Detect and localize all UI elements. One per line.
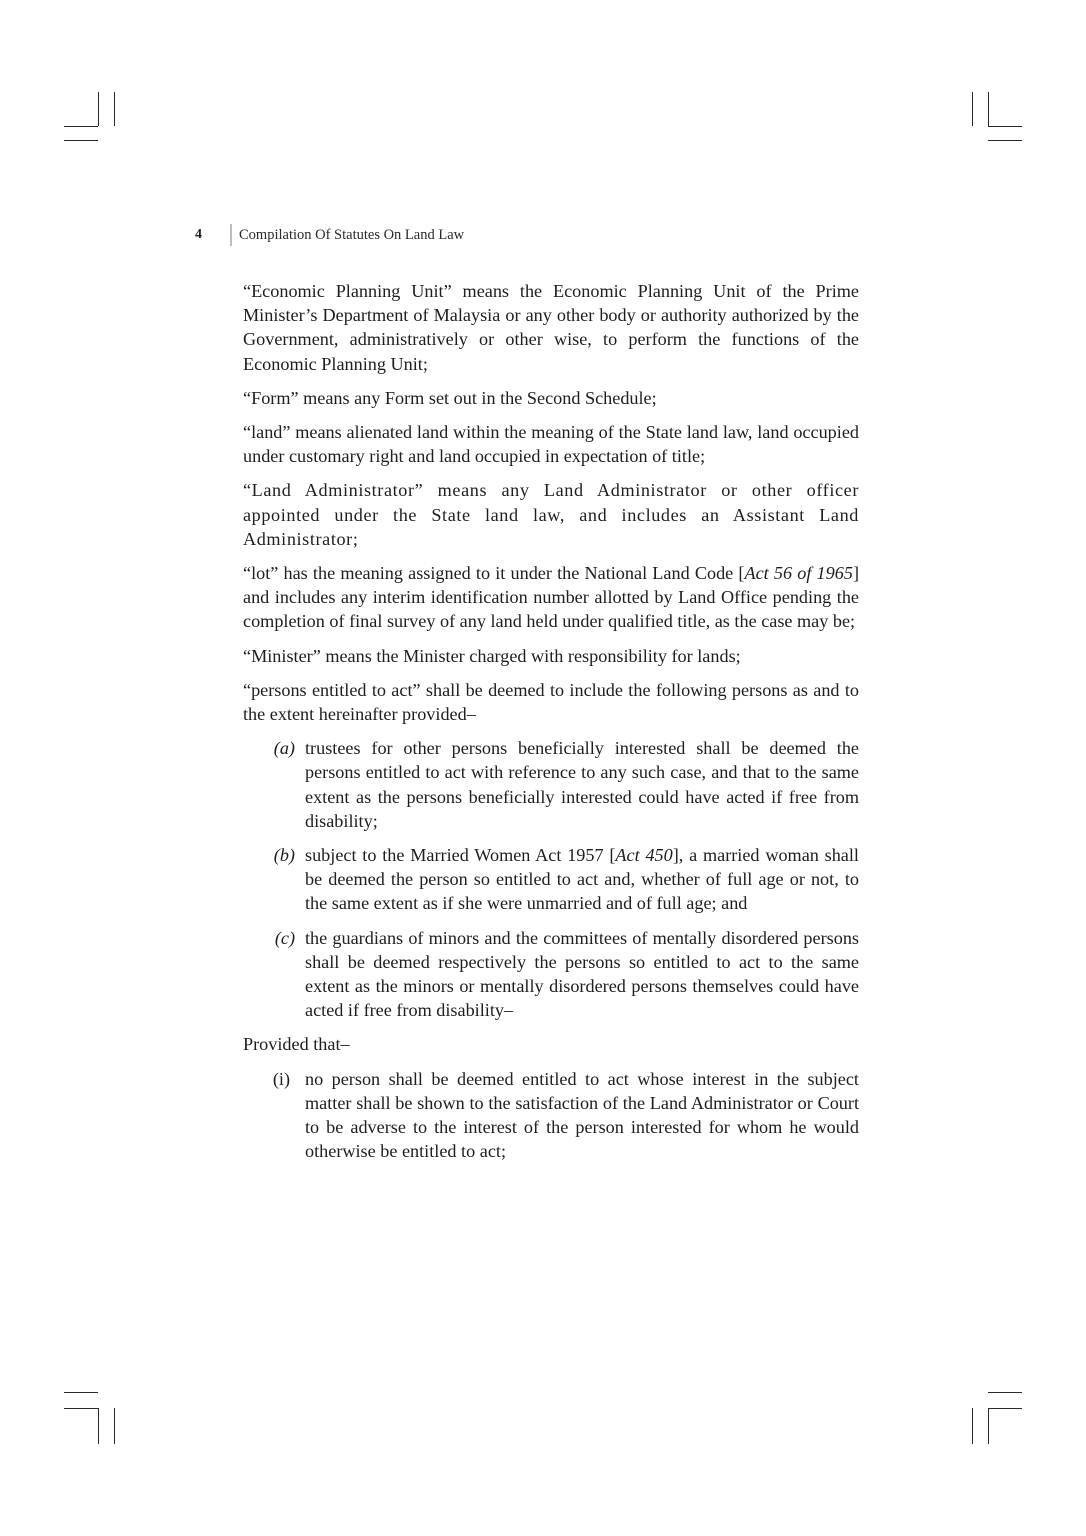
crop-mark [64, 1392, 98, 1393]
running-head [150, 224, 464, 246]
crop-mark [988, 126, 1022, 127]
page-number: 4 [195, 227, 202, 242]
header-divider [230, 224, 232, 246]
crop-mark [988, 140, 1022, 141]
running-title: Compilation Of Statutes On Land Law [239, 226, 465, 243]
crop-mark [98, 1408, 99, 1444]
list-item [243, 926, 859, 1023]
lot-citation: Act 56 of 1965 [744, 563, 853, 584]
list-item-label: (c) [274, 927, 295, 948]
crop-mark [98, 92, 99, 126]
definition-lot [243, 561, 859, 634]
item-b-text-before: subject to the Married Women Act 1957 [ [305, 845, 616, 866]
document-body [243, 279, 859, 1174]
crop-mark [988, 1392, 1022, 1393]
definition-persons-entitled: “persons entitled to act” shall be deemed to include the following persons as and to the extent hereinafter provided– [243, 679, 859, 725]
definition-form: “Form” means any Form set out in the Second Schedule; [243, 387, 657, 408]
crop-mark [114, 92, 115, 126]
proviso-intro: Provided that– [243, 1034, 350, 1055]
crop-mark [64, 1408, 98, 1409]
definition-land-administrator: “Land Administrator” means any Land Administrator or other officer appointed under the State land law, and includes an Assistant Land Administrator; [243, 480, 859, 549]
crop-mark [988, 1408, 1022, 1409]
list-item-text: no person shall be deemed entitled to act whose interest in the subject matter shall be shown to the satisfaction of the Land Administrator or Court to be adverse to the interest of the person interested for whom he would otherwise be entitled to act; [305, 1068, 859, 1162]
definition-land: “land” means alienated land within the meaning of the State land law, land occupied under customary right and land occupied in expectation of title; [243, 422, 859, 467]
list-item-text: trustees for other persons beneficially interested shall be deemed the persons entitled to act with reference to any such case, and that to the same extent as the persons beneficially interested could have acted if free from disability; [305, 738, 859, 831]
item-b-text-after: ], a married woman shall be deemed the person so entitled to act and, whether of full age or not, to the same extent as if she were unmarried and of full age; and [305, 845, 859, 914]
list-item-text [305, 843, 859, 916]
crop-mark [972, 1408, 973, 1444]
crop-mark [988, 1408, 989, 1444]
crop-mark [114, 1408, 115, 1444]
list-item [243, 736, 859, 833]
list-item-label: (i) [272, 1068, 290, 1089]
proviso-list [253, 1067, 859, 1164]
definition-economic-planning-unit: “Economic Planning Unit” means the Economic Planning Unit of the Prime Minister’s Department of Malaysia or any other body or authority authorized by the Government, administratively or other wise, to perform the functions of the Economic Planning Unit; [243, 281, 859, 374]
lot-text-before: “lot” has the meaning assigned to it under the National Land Code [ [243, 563, 745, 584]
list-item-label: (b) [273, 845, 295, 866]
persons-entitled-list [243, 736, 859, 1022]
lot-text-after: ] and includes any interim identification number allotted by Land Office pending the completion of final survey of any land held under qualified title, as the case may be; [243, 563, 859, 632]
list-item-label: (a) [273, 738, 295, 759]
crop-mark [64, 126, 98, 127]
list-item [253, 1067, 859, 1164]
crop-mark [64, 140, 98, 141]
list-item-text: the guardians of minors and the committees of mentally disordered persons shall be deemed respectively the persons so entitled to act to the same extent as the minors or mentally disordered persons themselves could have acted if free from disability– [305, 927, 859, 1021]
list-item [243, 843, 859, 916]
definition-minister: “Minister” means the Minister charged with responsibility for lands; [243, 645, 741, 666]
crop-mark [988, 92, 989, 126]
crop-mark [972, 92, 973, 126]
item-b-citation: Act 450 [615, 845, 673, 866]
